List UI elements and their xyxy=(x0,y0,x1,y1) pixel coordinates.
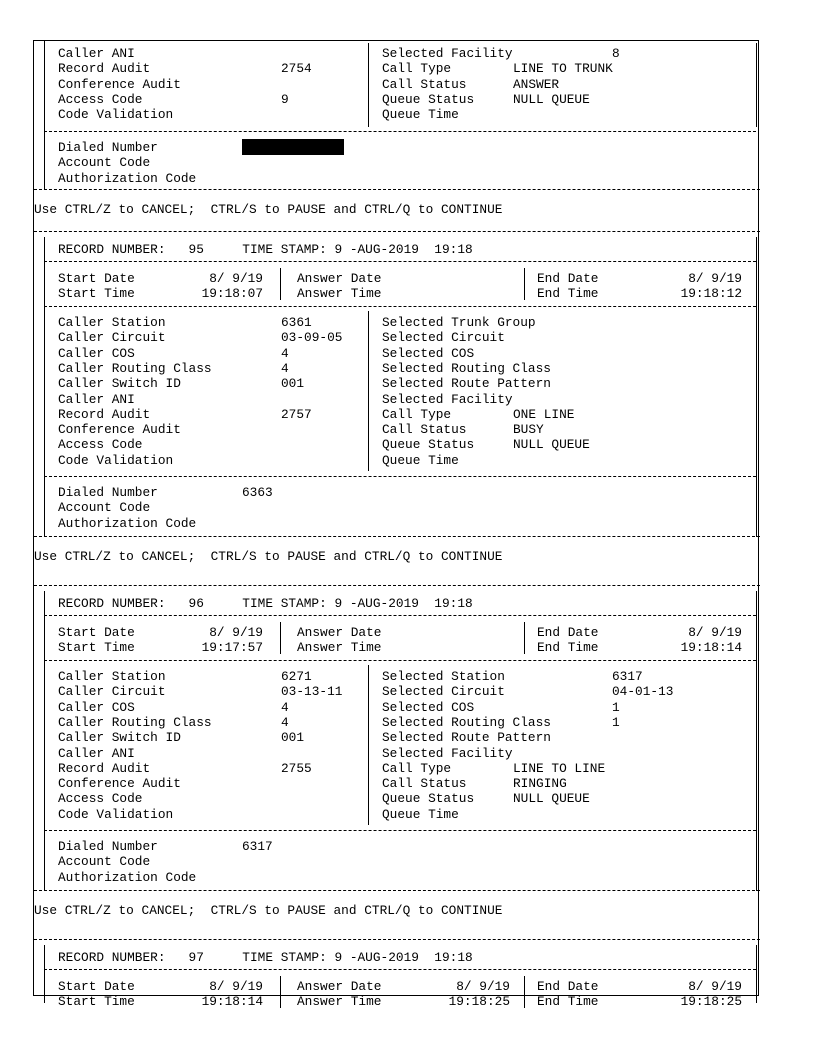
field-label: Dialed Number xyxy=(58,839,158,854)
dialed-number: 6317 xyxy=(242,839,273,854)
column-divider xyxy=(44,41,45,189)
field-value: 6271 xyxy=(281,669,312,684)
field-value: LINE TO LINE xyxy=(513,760,606,776)
field-label: Caller Routing Class xyxy=(58,360,212,376)
end-time: 19:18:12 xyxy=(680,286,742,301)
field-label: Conference Audit xyxy=(58,422,181,438)
field-label: Start Time xyxy=(58,640,135,655)
record-header: RECORD NUMBER: 95 TIME STAMP: 9 -AUG-2019 19:18 xyxy=(58,242,473,257)
field-label: Start Date xyxy=(58,625,135,640)
column-divider xyxy=(756,945,757,1003)
field-label: Access Code xyxy=(58,91,143,107)
field-label: Caller Station xyxy=(58,669,166,684)
field-value: 2755 xyxy=(281,760,312,776)
dialed-number: 6363 xyxy=(242,485,273,500)
field-label: Authorization Code xyxy=(58,170,197,186)
report-page xyxy=(33,40,759,1009)
field-value: 001 xyxy=(281,730,305,746)
field-label: End Time xyxy=(537,994,599,1009)
field-label: Answer Date xyxy=(297,625,382,640)
field-value: 001 xyxy=(281,376,305,392)
answer-date: 8/ 9/19 xyxy=(456,979,510,994)
field-label: Account Code xyxy=(58,500,151,516)
field-value: 04-01-13 xyxy=(612,684,674,700)
column-divider xyxy=(44,591,45,891)
field-value: 6317 xyxy=(612,669,643,684)
field-label: Record Audit xyxy=(58,61,151,77)
field-label: Account Code xyxy=(58,854,151,870)
column-divider xyxy=(280,976,281,1008)
field-value: NULL QUEUE xyxy=(513,91,590,107)
field-label: Selected Trunk Group xyxy=(382,315,536,330)
field-label: End Date xyxy=(537,271,599,286)
field-label: Caller COS xyxy=(58,345,135,361)
field-value: 03-09-05 xyxy=(281,330,343,346)
field-value: 4 xyxy=(281,345,289,361)
end-date: 8/ 9/19 xyxy=(688,625,742,640)
dashed-rule xyxy=(34,231,760,232)
field-label: Authorization Code xyxy=(58,869,197,885)
column-divider xyxy=(368,43,369,127)
field-label: Queue Time xyxy=(382,806,459,822)
dashed-rule xyxy=(34,536,760,537)
field-label: End Date xyxy=(537,979,599,994)
field-label: Code Validation xyxy=(58,806,174,822)
field-label: Caller ANI xyxy=(58,391,135,407)
field-label: Caller ANI xyxy=(58,46,135,61)
field-label: Start Date xyxy=(58,271,135,286)
field-label: Selected Station xyxy=(382,669,505,684)
column-divider xyxy=(44,945,45,1003)
end-date: 8/ 9/19 xyxy=(688,979,742,994)
field-label: Code Validation xyxy=(58,107,174,123)
field-value: 03-13-11 xyxy=(281,684,343,700)
field-label: Caller ANI xyxy=(58,745,135,761)
field-label: Record Audit xyxy=(58,406,151,422)
field-label: Caller Routing Class xyxy=(58,714,212,730)
column-divider xyxy=(280,268,281,300)
field-label: Call Status xyxy=(382,76,467,92)
field-value: 2757 xyxy=(281,406,312,422)
field-value: 2754 xyxy=(281,61,312,77)
field-label: Call Status xyxy=(382,422,467,438)
field-label: Record Audit xyxy=(58,760,151,776)
field-label: Start Date xyxy=(58,979,135,994)
column-divider xyxy=(368,311,369,471)
column-divider xyxy=(756,237,757,537)
field-label: Access Code xyxy=(58,437,143,453)
footer-instructions: Use CTRL/Z to CANCEL; CTRL/S to PAUSE and CTRL/Q to CONTINUE xyxy=(34,903,503,918)
dashed-rule xyxy=(34,189,760,190)
field-label: Start Time xyxy=(58,286,135,301)
dashed-rule xyxy=(44,476,756,477)
field-label: End Time xyxy=(537,286,599,301)
footer-instructions: Use CTRL/Z to CANCEL; CTRL/S to PAUSE and CTRL/Q to CONTINUE xyxy=(34,202,503,217)
start-date: 8/ 9/19 xyxy=(209,271,263,286)
dashed-rule xyxy=(44,306,756,307)
field-value: ONE LINE xyxy=(513,406,575,422)
field-value: NULL QUEUE xyxy=(513,437,590,453)
field-label: Call Status xyxy=(382,776,467,792)
field-label: Selected Circuit xyxy=(382,330,505,346)
field-label: Caller Switch ID xyxy=(58,730,181,746)
field-value: 4 xyxy=(281,714,289,730)
field-value: ANSWER xyxy=(513,76,560,92)
field-label: Queue Time xyxy=(382,107,459,123)
field-label: Selected Circuit xyxy=(382,684,505,700)
field-label: Dialed Number xyxy=(58,485,158,500)
field-label: Selected Facility xyxy=(382,391,513,407)
end-date: 8/ 9/19 xyxy=(688,271,742,286)
field-label: Selected COS xyxy=(382,345,475,361)
field-label: Caller Circuit xyxy=(58,684,166,700)
field-value: 1 xyxy=(612,714,620,730)
field-label: Queue Status xyxy=(382,791,475,807)
dashed-rule xyxy=(44,615,756,616)
field-label: Caller Station xyxy=(58,315,166,330)
dashed-rule xyxy=(34,890,760,891)
field-label: Selected Route Pattern xyxy=(382,376,551,392)
dashed-rule xyxy=(44,261,756,262)
dashed-rule xyxy=(44,660,756,661)
field-label: Queue Status xyxy=(382,91,475,107)
field-label: Start Time xyxy=(58,994,135,1009)
dashed-rule xyxy=(34,585,760,586)
column-divider xyxy=(524,268,525,300)
footer-instructions: Use CTRL/Z to CANCEL; CTRL/S to PAUSE and CTRL/Q to CONTINUE xyxy=(34,549,503,564)
field-label: Answer Time xyxy=(297,994,382,1009)
start-date: 8/ 9/19 xyxy=(209,625,263,640)
field-label: Code Validation xyxy=(58,452,174,468)
dashed-rule xyxy=(44,830,756,831)
dashed-rule xyxy=(44,131,756,132)
column-divider xyxy=(44,237,45,537)
field-label: Answer Time xyxy=(297,286,382,301)
field-value: 4 xyxy=(281,360,289,376)
field-label: Authorization Code xyxy=(58,515,197,531)
dashed-rule xyxy=(44,969,756,970)
field-label: Caller Circuit xyxy=(58,330,166,346)
field-label: Call Type xyxy=(382,61,452,77)
field-value: LINE TO TRUNK xyxy=(513,61,613,77)
start-time: 19:18:07 xyxy=(201,286,263,301)
field-label: Answer Date xyxy=(297,979,382,994)
field-value: 9 xyxy=(281,91,289,107)
field-value: BUSY xyxy=(513,422,544,438)
field-label: Selected Route Pattern xyxy=(382,730,551,746)
field-value: 6361 xyxy=(281,315,312,330)
field-label: Answer Date xyxy=(297,271,382,286)
record-header: RECORD NUMBER: 96 TIME STAMP: 9 -AUG-2019 19:18 xyxy=(58,596,473,611)
start-time: 19:17:57 xyxy=(201,640,263,655)
record-header: RECORD NUMBER: 97 TIME STAMP: 9 -AUG-2019 19:18 xyxy=(58,950,473,965)
field-label: Access Code xyxy=(58,791,143,807)
field-label: Answer Time xyxy=(297,640,382,655)
field-value: RINGING xyxy=(513,776,567,792)
field-label: Queue Status xyxy=(382,437,475,453)
dashed-rule xyxy=(34,939,760,940)
field-label: End Time xyxy=(537,640,599,655)
field-label: Caller Switch ID xyxy=(58,376,181,392)
field-label: Queue Time xyxy=(382,452,459,468)
field-value: NULL QUEUE xyxy=(513,791,590,807)
end-time: 19:18:14 xyxy=(680,640,742,655)
redacted-dialed-number xyxy=(242,139,344,155)
start-date: 8/ 9/19 xyxy=(209,979,263,994)
field-value: 4 xyxy=(281,699,289,715)
field-label: Selected Facility xyxy=(382,745,513,761)
column-divider xyxy=(368,665,369,825)
field-value: 8 xyxy=(612,46,620,61)
field-label: Conference Audit xyxy=(58,76,181,92)
field-label: Account Code xyxy=(58,155,151,171)
field-label: Dialed Number xyxy=(58,140,158,155)
field-label: Selected Facility xyxy=(382,46,513,61)
column-divider xyxy=(524,622,525,654)
column-divider xyxy=(756,591,757,891)
column-divider xyxy=(524,976,525,1008)
column-divider xyxy=(280,622,281,654)
field-label: End Date xyxy=(537,625,599,640)
field-label: Selected Routing Class xyxy=(382,360,551,376)
field-label: Conference Audit xyxy=(58,776,181,792)
field-label: Caller COS xyxy=(58,699,135,715)
field-label: Call Type xyxy=(382,406,452,422)
field-label: Call Type xyxy=(382,760,452,776)
answer-time: 19:18:25 xyxy=(448,994,510,1009)
field-label: Selected Routing Class xyxy=(382,714,551,730)
field-label: Selected COS xyxy=(382,699,475,715)
start-time: 19:18:14 xyxy=(201,994,263,1009)
end-time: 19:18:25 xyxy=(680,994,742,1009)
column-divider xyxy=(756,43,757,127)
field-value: 1 xyxy=(612,699,620,715)
